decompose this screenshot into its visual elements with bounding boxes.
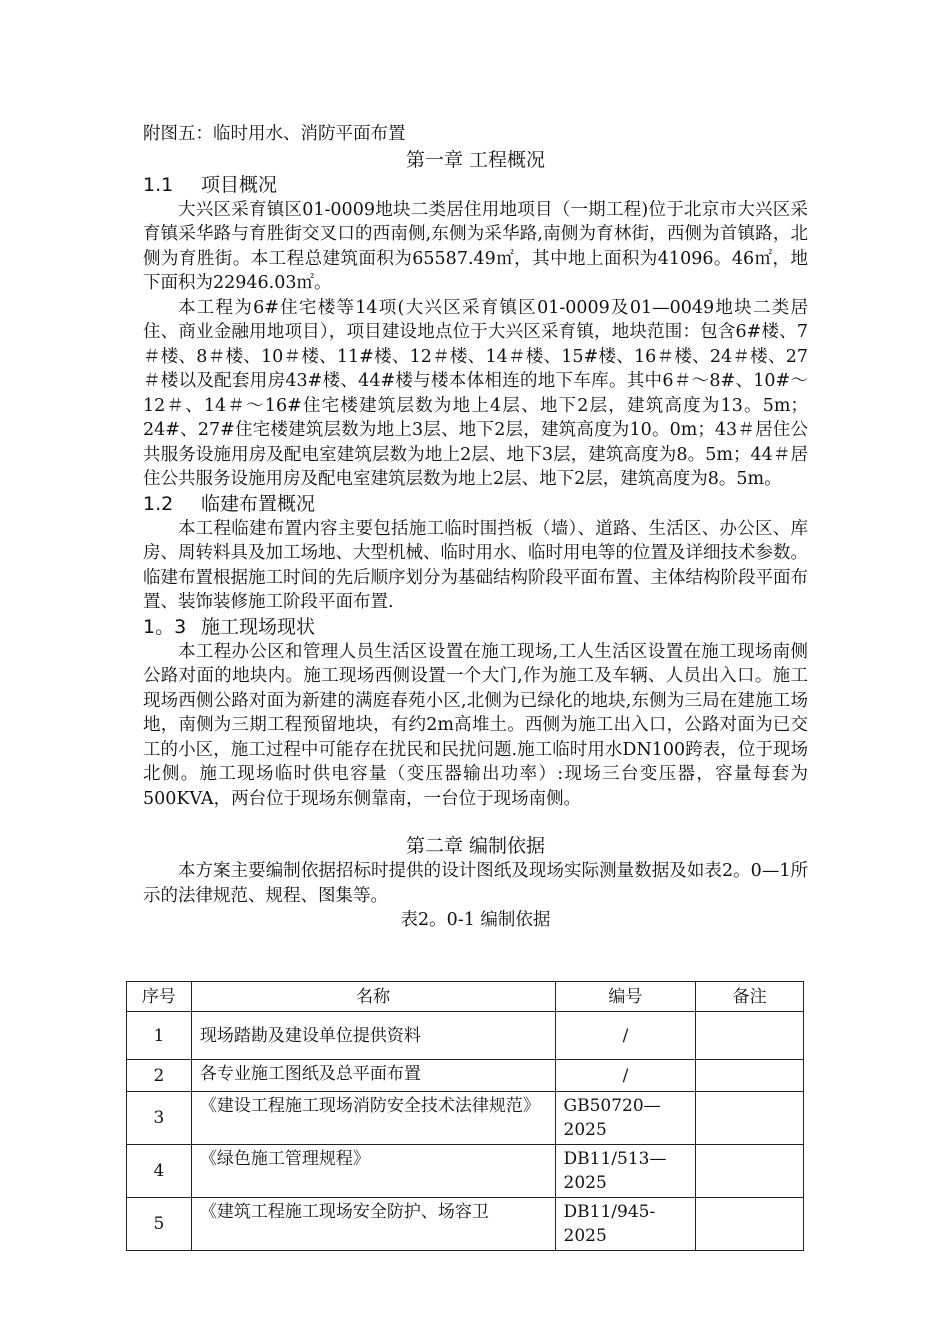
appendix-line: 附图五：临时用水、消防平面布置 — [143, 124, 406, 144]
paragraph: 本工程办公区和管理人员生活区设置在施工现场,工人生活区设置在施工现场南侧公路对面的地块内。施工现场西侧设置一个大门,作为施工及车辆、人员出入口。施工现场西侧公路对面为新建的满庭春苑小区,北侧为已绿化的地块,东侧为三局在建施工场地，南侧为三期工程预留地块，有约2m高堆土。西侧为施工出入口，公路对面为已交工的小区，施工过程中可能存在扰民和民扰问题.施工临时用水DN100跨表，位于现场北侧。施工现场临时供电容量（变压器输出功率）:现场三台变压器，容量每套为500KVA，两台位于现场东侧靠南，一台位于现场南侧。 — [143, 641, 808, 809]
cell-no: 5 — [127, 1198, 192, 1251]
cell-name: 《建筑工程施工现场安全防护、场容卫 — [191, 1198, 555, 1251]
section-1-3-heading — [143, 615, 808, 640]
section-title: 项目概况 — [201, 173, 278, 196]
header-cell: 名称 — [191, 982, 555, 1012]
table-caption: 表2。0-1 编制依据 — [400, 910, 551, 930]
section-number: 1。3 — [143, 615, 187, 638]
table-row — [127, 1060, 804, 1092]
table-row — [127, 1012, 804, 1060]
cell-note — [696, 1198, 804, 1251]
table-header-row — [127, 982, 804, 1012]
chapter-2-title: 第二章 编制依据 — [405, 835, 546, 857]
cell-name: 各专业施工图纸及总平面布置 — [191, 1060, 555, 1092]
cell-code: DB11/945-2025 — [555, 1198, 696, 1251]
document-page — [143, 122, 808, 933]
section-1-2-heading — [143, 492, 808, 517]
section-1-1-heading — [143, 173, 808, 198]
section-number: 1.1 — [143, 173, 174, 196]
cell-code: / — [555, 1012, 696, 1060]
cell-code: / — [555, 1060, 696, 1092]
cell-code: GB50720—2025 — [555, 1092, 696, 1145]
section-title: 施工现场现状 — [201, 615, 316, 638]
section-number: 1.2 — [143, 492, 174, 515]
header-cell: 序号 — [127, 982, 192, 1012]
table-row — [127, 1198, 804, 1251]
chapter-1-title: 第一章 工程概况 — [405, 148, 546, 171]
cell-name: 《建设工程施工现场消防安全技术法律规范》 — [191, 1092, 555, 1145]
cell-name: 现场踏勘及建设单位提供资料 — [191, 1012, 555, 1060]
cell-note — [696, 1092, 804, 1145]
cell-note — [696, 1145, 804, 1198]
basis-table — [126, 981, 804, 1251]
cell-no: 3 — [127, 1092, 192, 1145]
header-cell: 备注 — [696, 982, 804, 1012]
paragraph: 本工程为6#住宅楼等14项(大兴区采育镇区01-0009及01—0049地块二类居住、商业金融用地项目），项目建设地点位于大兴区采育镇，地块范围：包含6#楼、7＃楼、8＃楼、10＃楼、11#楼、12＃楼、14＃楼、15#楼、16＃楼、24＃楼、27＃楼以及配套用房43#楼、44#楼与楼本体相连的地下车库。其中6＃～8#、10#～12＃、14＃～16#住宅楼建筑层数为地上4层、地下2层，建筑高度为13。5m；24#、27#住宅楼建筑层数为地上3层、地下2层，建筑高度为10。0m；43＃居住公共服务设施用房及配电室建筑层数为地上2层、地下3层，建筑高度为8。5m；44＃居住公共服务设施用房及配电室建筑层数为地上2层、地下2层，建筑高度为8。5m。 — [143, 297, 808, 489]
paragraph: 大兴区采育镇区01-0009地块二类居住用地项目（一期工程)位于北京市大兴区采育镇采华路与育胜街交叉口的西南侧,东侧为采华路,南侧为育林街，西侧为首镇路，北侧为育胜街。本工程总建筑面积为65587.49㎡，其中地上面积为41096。46㎡，地下面积为22946.03㎡。 — [143, 199, 808, 293]
paragraph: 本方案主要编制依据招标时提供的设计图纸及现场实际测量数据及如表2。0—1所示的法律规范、规程、图集等。 — [143, 861, 808, 906]
cell-note — [696, 1060, 804, 1092]
cell-code: DB11/513—2025 — [555, 1145, 696, 1198]
header-cell: 编号 — [555, 982, 696, 1012]
section-title: 临建布置概况 — [201, 492, 316, 515]
cell-no: 2 — [127, 1060, 192, 1092]
table-row — [127, 1092, 804, 1145]
cell-name: 《绿色施工管理规程》 — [191, 1145, 555, 1198]
paragraph: 本工程临建布置内容主要包括施工临时围挡板（墙）、道路、生活区、办公区、库房、周转料具及加工场地、大型机械、临时用水、临时用电等的位置及详细技术参数。临建布置根据施工时间的先后顺序划分为基础结构阶段平面布置、主体结构阶段平面布置、装饰装修施工阶段平面布置. — [143, 518, 808, 612]
table-row — [127, 1145, 804, 1198]
cell-no: 4 — [127, 1145, 192, 1198]
cell-note — [696, 1012, 804, 1060]
cell-no: 1 — [127, 1012, 192, 1060]
